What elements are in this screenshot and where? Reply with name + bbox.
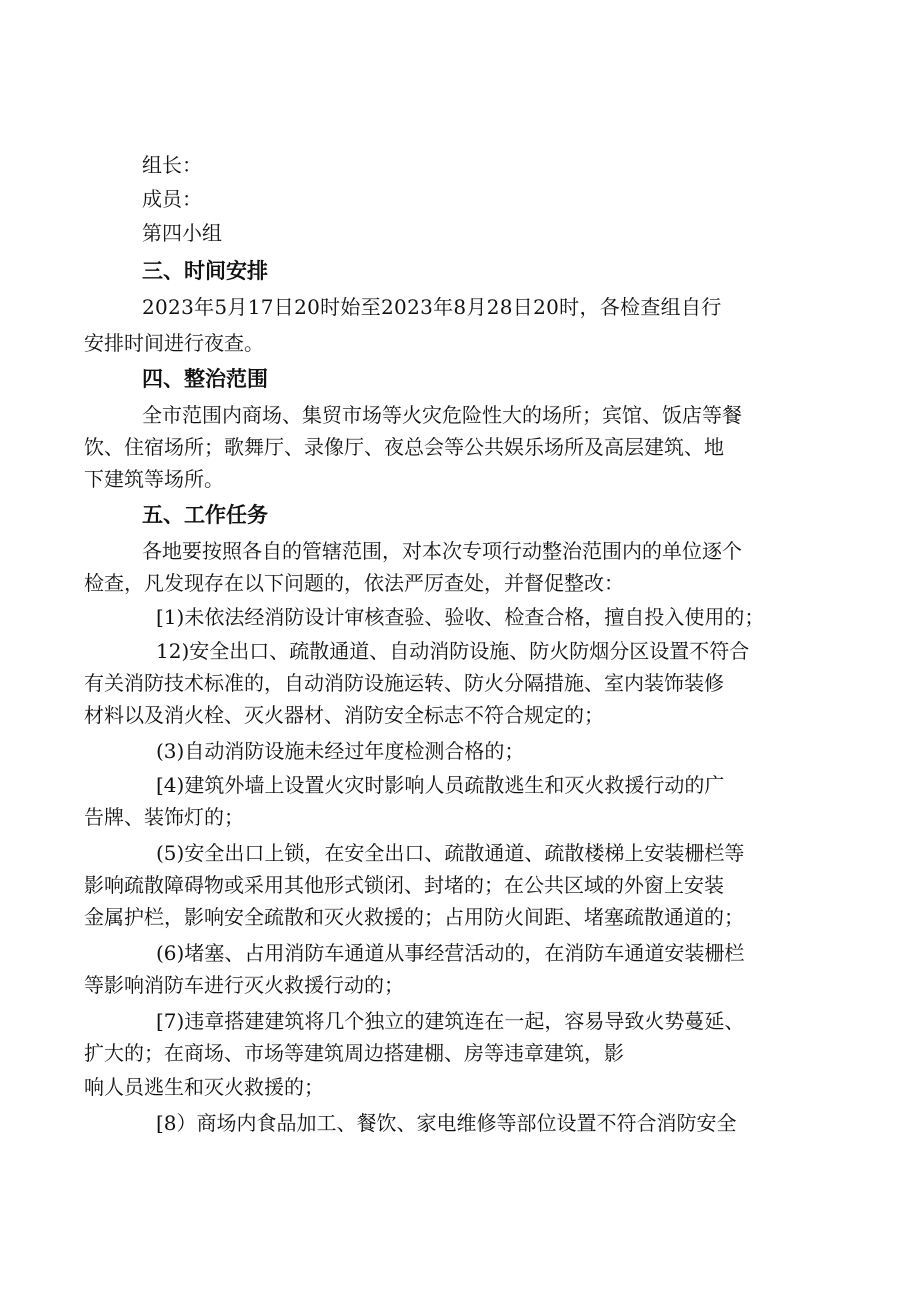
members-label: 成员：	[142, 187, 202, 211]
paragraph-line: 饮、住宿场所；歌舞厅、录像厅、夜总会等公共娱乐场所及高层建筑、地	[84, 435, 724, 459]
paragraph-line: 检查，凡发现存在以下问题的，依法严厉查处，并督促整改：	[84, 571, 624, 595]
paragraph-line: 材料以及消火栓、灭火器材、消防安全标志不符合规定的；	[84, 703, 604, 727]
paragraph-line: 安排时间进行夜查。	[84, 331, 264, 355]
list-item-8: [8）商场内食品加工、餐饮、家电维修等部位设置不符合消防安全	[156, 1111, 737, 1135]
list-item-6: (6)堵塞、占用消防车通道从事经营活动的，在消防车通道安装栅栏	[156, 941, 745, 965]
paragraph-line: 告牌、装饰灯的；	[84, 805, 244, 829]
section-heading-tasks: 五、工作任务	[142, 503, 268, 527]
list-item-7: [7)违章搭建建筑将几个独立的建筑连在一起，容易导致火势蔓延、	[156, 1009, 745, 1033]
group-four-label: 第四小组	[142, 221, 222, 245]
paragraph-line: 全市范围内商场、集贸市场等火灾危险性大的场所；宾馆、饭店等餐	[142, 403, 742, 427]
paragraph-line: 下建筑等场所。	[84, 467, 224, 491]
list-item-3: (3)自动消防设施未经过年度检测合格的；	[156, 739, 525, 763]
paragraph-line: 各地要按照各自的管辖范围，对本次专项行动整治范围内的单位逐个	[142, 539, 742, 563]
paragraph-line: 扩大的；在商场、市场等建筑周边搭建棚、房等违章建筑，影	[84, 1041, 624, 1065]
list-item-2: 12)安全出口、疏散通道、自动消防设施、防火防烟分区设置不符合	[156, 639, 750, 663]
paragraph-line: 2023年5月17日20时始至2023年8月28日20时，各检查组自行	[142, 295, 722, 319]
group-leader-label: 组长：	[142, 153, 202, 177]
paragraph-line: 等影响消防车进行灭火救援行动的；	[84, 973, 404, 997]
list-item-1: [1)未依法经消防设计审核查验、验收、检查合格，擅自投入使用的；	[156, 605, 765, 629]
paragraph-line: 响人员逃生和灭火救援的；	[84, 1075, 324, 1099]
list-item-4: [4)建筑外墙上设置火灾时影响人员疏散逃生和灭火救援行动的广	[156, 773, 725, 797]
paragraph-line: 有关消防技术标准的，自动消防设施运转、防火分隔措施、室内装饰装修	[84, 671, 724, 695]
list-item-5: (5)安全出口上锁，在安全出口、疏散通道、疏散楼梯上安装栅栏等	[156, 841, 745, 865]
section-heading-schedule: 三、时间安排	[142, 259, 268, 283]
section-heading-scope: 四、整治范围	[142, 367, 268, 391]
paragraph-line: 金属护栏，影响安全疏散和灭火救援的；占用防火间距、堵塞疏散通道的；	[84, 905, 744, 929]
paragraph-line: 影响疏散障碍物或采用其他形式锁闭、封堵的；在公共区域的外窗上安装	[84, 873, 724, 897]
